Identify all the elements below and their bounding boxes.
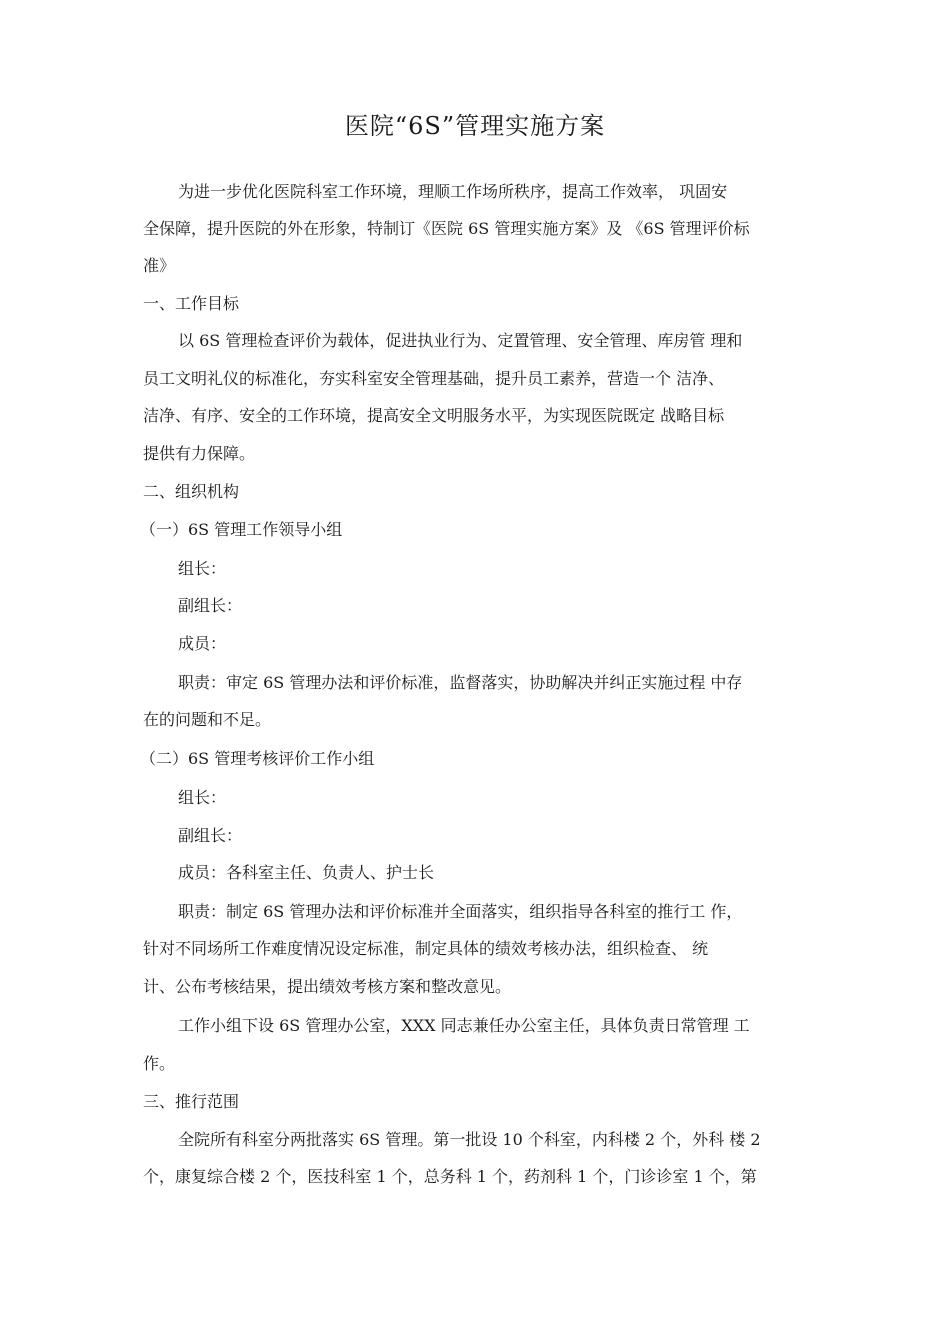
duty-line: 在的问题和不足。	[143, 710, 272, 729]
office-line: 作。	[143, 1054, 176, 1073]
duty-line: 针对不同场所工作难度情况设定标准，制定具体的绩效考核办法，组织检查、 统	[143, 939, 709, 958]
subsection-heading: （一）6S 管理工作领导小组	[140, 520, 343, 539]
page-title: 医院“6S”管理实施方案	[344, 112, 606, 140]
role-line: 成员：	[178, 634, 227, 653]
section-heading: 二、组织机构	[143, 482, 240, 501]
goal-line: 以 6S 管理检查评价为载体，促进执业行为、定置管理、安全管理、库房管 理和	[178, 331, 743, 350]
intro-line: 准》	[143, 256, 176, 275]
role-line: 成员：各科室主任、负责人、护士长	[178, 863, 435, 882]
role-line: 副组长：	[178, 596, 243, 615]
scope-line: 个，康复综合楼 2 个，医技科室 1 个，总务科 1 个，药剂科 1 个，门诊诊室 1 个，第	[143, 1167, 757, 1186]
intro-line: 为进一步优化医院科室工作环境，理顺工作场所秩序，提高工作效率， 巩固安	[178, 182, 728, 201]
subsection-heading: （二）6S 管理考核评价工作小组	[140, 749, 375, 768]
duty-line: 职责：制定 6S 管理办法和评价标准并全面落实，组织指导各科室的推行工 作，	[178, 902, 743, 921]
office-line: 工作小组下设 6S 管理办公室，XXX 同志兼任办公室主任，具体负责日常管理 工	[178, 1016, 750, 1035]
role-line: 组长：	[178, 559, 227, 578]
role-line: 组长：	[178, 788, 227, 807]
duty-line: 职责：审定 6S 管理办法和评价标准，监督落实，协助解决并纠正实施过程 中存	[178, 673, 743, 692]
duty-line: 计、公布考核结果，提出绩效考核方案和整改意见。	[143, 977, 512, 996]
role-line: 副组长：	[178, 826, 243, 845]
intro-line: 全保障，提升医院的外在形象，特制订《医院 6S 管理实施方案》及 《6S 管理评价标	[143, 219, 750, 238]
goal-line: 提供有力保障。	[143, 444, 256, 463]
goal-line: 洁净、有序、安全的工作环境，提高安全文明服务水平，为实现医院既定 战略目标	[143, 406, 725, 425]
section-heading: 三、推行范围	[143, 1092, 240, 1111]
scope-line: 全院所有科室分两批落实 6S 管理。第一批设 10 个科室，内科楼 2 个，外科 楼 2	[178, 1130, 761, 1149]
goal-line: 员工文明礼仪的标准化，夯实科室安全管理基础，提升员工素养，营造一个 洁净、	[143, 369, 725, 388]
section-heading: 一、工作目标	[143, 294, 240, 313]
